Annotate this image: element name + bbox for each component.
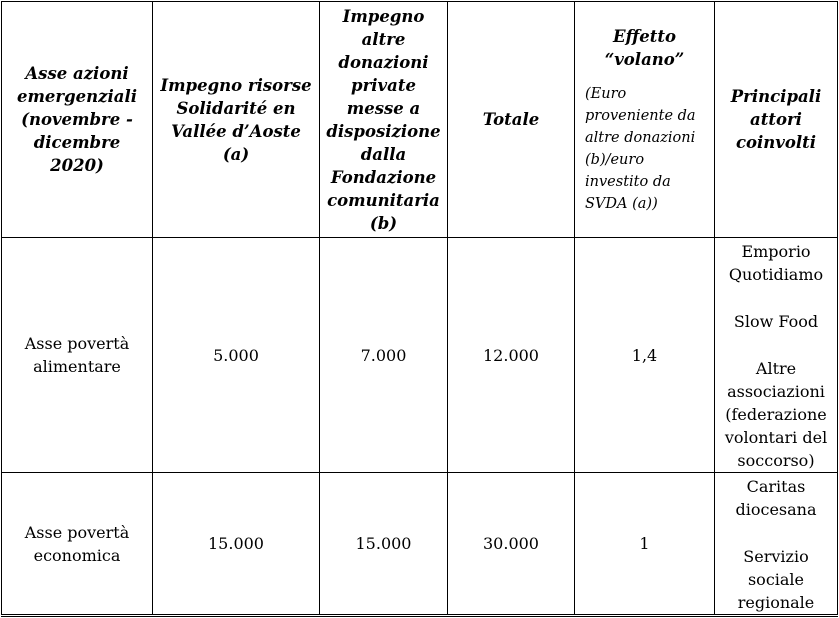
table-row [2,473,838,616]
cell-attori [715,473,838,616]
table-row [2,238,838,473]
cell-asse: Asse povertà economica [2,473,153,616]
attore-item: Emporio Quotidiamo [728,242,824,284]
attore-item: Servizio sociale regionale [737,547,815,612]
cell-totale: 30.000 [448,473,575,616]
cell-effetto: 1,4 [575,238,715,473]
cell-effetto: 1 [575,473,715,616]
header-attori: Principali attori coinvolti [715,2,838,238]
header-totale: Totale [448,2,575,238]
attore-item: Slow Food [733,312,819,331]
header-effetto [575,2,715,238]
cell-impegno-svda: 15.000 [153,473,320,616]
attore-item: Caritas diocesana [735,477,817,519]
header-row [2,2,838,238]
cell-attori [715,238,838,473]
cell-totale: 12.000 [448,238,575,473]
header-asse: Asse azioni emergenziali (novembre - dicembre 2020) [2,2,153,238]
header-effetto-title: Effetto “volano” [604,26,685,69]
attore-item: Altre associazioni (federazione volontari del soccorso) [724,359,828,470]
cell-asse: Asse povertà alimentare [2,238,153,473]
header-impegno-svda: Impegno risorse Solidarité en Vallée d’Aoste (a) [153,2,320,238]
funding-table [1,1,838,617]
cell-impegno-altre: 15.000 [320,473,448,616]
header-impegno-altre: Impegno altre donazioni private messe a disposizione dalla Fondazione comunitaria (b) [320,2,448,238]
cell-impegno-svda: 5.000 [153,238,320,473]
cell-impegno-altre: 7.000 [320,238,448,473]
header-effetto-note: (Euro proveniente da altre donazioni (b)/euro investito da SVDA (a)) [585,85,696,212]
